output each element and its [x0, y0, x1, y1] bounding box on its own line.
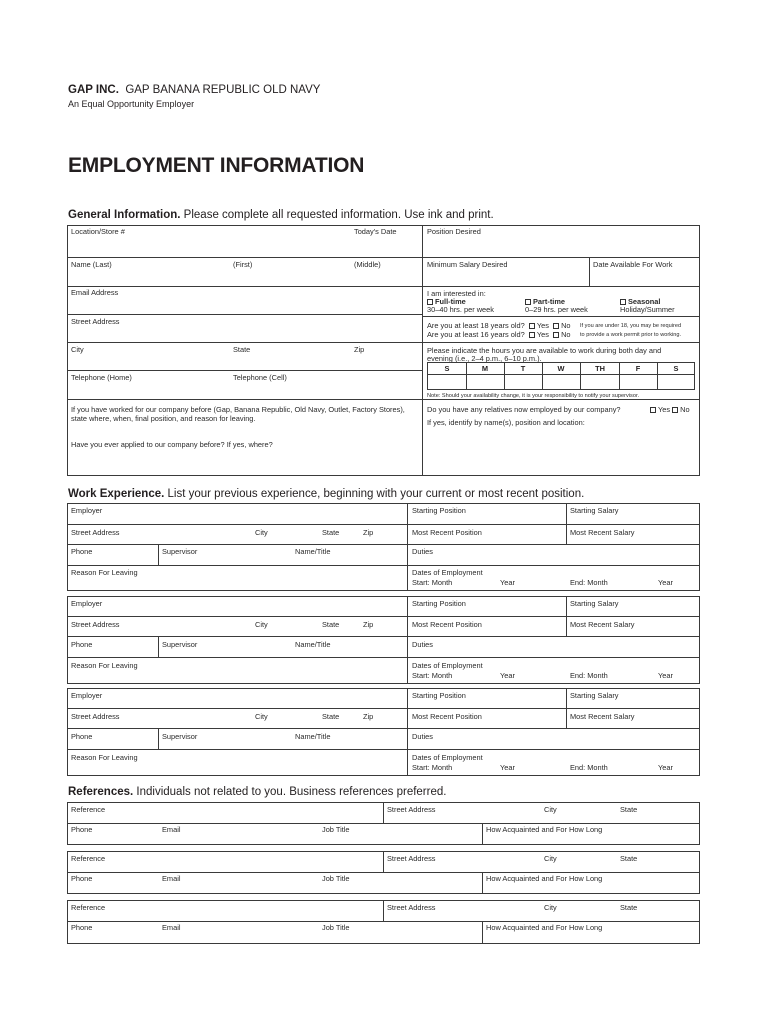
work-section-heading	[68, 488, 584, 500]
end-year-field[interactable]: Year	[658, 763, 673, 772]
row-line	[407, 565, 700, 566]
row-line	[422, 286, 700, 287]
phone-field[interactable]: Phone	[71, 923, 93, 932]
day-monday: M	[481, 364, 489, 373]
supervisor-field[interactable]: Supervisor	[162, 732, 198, 741]
acquainted-field[interactable]: How Acquainted and For How Long	[486, 825, 603, 834]
col-line	[566, 503, 567, 544]
checkbox-icon[interactable]	[650, 407, 656, 413]
city-field[interactable]: City	[544, 805, 557, 814]
checkbox-icon[interactable]	[529, 323, 535, 329]
name-first-field[interactable]: (First)	[233, 260, 253, 269]
reason-leaving-field[interactable]: Reason For Leaving	[71, 661, 138, 670]
street-address-field[interactable]: Street Address	[71, 317, 120, 326]
duties-field[interactable]: Duties	[412, 547, 433, 556]
phone-field[interactable]: Phone	[71, 732, 93, 741]
dates-employment-label: Dates of Employment	[412, 753, 483, 762]
references-section-heading	[68, 786, 446, 798]
recent-position-field[interactable]: Most Recent Position	[412, 528, 482, 537]
col-line	[482, 823, 483, 845]
starting-salary-field[interactable]: Starting Salary	[570, 691, 619, 700]
age-18-question: Are you at least 18 years old? Yes No	[427, 321, 571, 330]
start-year-field[interactable]: Year	[500, 763, 515, 772]
col-line	[383, 851, 384, 872]
worked-before-question: If you have worked for our company before (Gap, Banana Republic, Old Navy, Outlet, Factory Stores),	[71, 405, 405, 414]
general-divider	[422, 225, 423, 476]
row-line	[67, 616, 700, 617]
row-line	[422, 342, 700, 343]
day-sunday: S	[444, 364, 450, 373]
tagline: An Equal Opportunity Employer	[68, 99, 195, 109]
part-time-hours: 0–29 hrs. per week	[525, 305, 588, 314]
state-field[interactable]: State	[322, 620, 340, 629]
email-field[interactable]: Email	[162, 923, 181, 932]
street-address-field[interactable]: Street Address	[387, 854, 436, 863]
state-field[interactable]: State	[322, 528, 340, 537]
reason-leaving-field[interactable]: Reason For Leaving	[71, 568, 138, 577]
starting-position-field[interactable]: Starting Position	[412, 506, 466, 515]
street-address-field[interactable]: Street Address	[71, 528, 120, 537]
row-line	[67, 370, 423, 371]
state-field[interactable]: State	[322, 712, 340, 721]
zip-field[interactable]: Zip	[363, 712, 374, 721]
recent-position-field[interactable]: Most Recent Position	[412, 712, 482, 721]
min-salary-field[interactable]: Minimum Salary Desired	[427, 260, 508, 269]
street-address-field[interactable]: Street Address	[71, 712, 120, 721]
name-title-field[interactable]: Name/Title	[295, 547, 331, 556]
col-line	[482, 921, 483, 944]
row-line	[407, 749, 700, 750]
starting-salary-field[interactable]: Starting Salary	[570, 599, 619, 608]
general-section-heading	[68, 209, 494, 221]
relatives-question: Do you have any relatives now employed by our company?	[427, 405, 621, 414]
todays-date-field[interactable]: Today's Date	[354, 227, 397, 236]
starting-salary-field[interactable]: Starting Salary	[570, 506, 619, 515]
row-line	[67, 314, 423, 315]
worked-before-question-2: state where, when, final position, and reason for leaving.	[71, 414, 256, 423]
recent-salary-field[interactable]: Most Recent Salary	[570, 712, 635, 721]
email-field[interactable]: Email	[162, 825, 181, 834]
acquainted-field[interactable]: How Acquainted and For How Long	[486, 923, 603, 932]
interested-in-label: I am interested in:	[427, 289, 486, 298]
col-line	[383, 900, 384, 921]
phone-field[interactable]: Phone	[71, 874, 93, 883]
street-address-field[interactable]: Street Address	[71, 620, 120, 629]
col-line	[566, 596, 567, 636]
row-line	[407, 657, 700, 658]
col-line	[482, 872, 483, 894]
general-instruction: Please complete all requested information. Use ink and print.	[183, 209, 494, 221]
zip-field[interactable]: Zip	[354, 345, 365, 354]
end-year-field[interactable]: Year	[658, 671, 673, 680]
position-desired-field[interactable]: Position Desired	[427, 227, 481, 236]
full-time-hours: 30–40 hrs. per week	[427, 305, 494, 314]
col-line	[383, 802, 384, 823]
phone-field[interactable]: Phone	[71, 547, 93, 556]
references-instruction: Individuals not related to you. Business references preferred.	[136, 786, 447, 798]
row-line	[67, 636, 700, 637]
checkbox-icon[interactable]	[672, 407, 678, 413]
row-line	[67, 823, 700, 824]
col-line	[158, 636, 159, 657]
permit-note-2: to provide a work permit prior to working.	[580, 332, 682, 338]
end-month-field[interactable]: End: Month	[570, 578, 608, 587]
location-store-field[interactable]: Location/Store #	[71, 227, 125, 236]
job-title-field[interactable]: Job Title	[322, 874, 350, 883]
job-title-field[interactable]: Job Title	[322, 825, 350, 834]
col-line	[407, 503, 408, 591]
reason-leaving-field[interactable]: Reason For Leaving	[71, 753, 138, 762]
seasonal-option[interactable]: Seasonal	[620, 297, 660, 306]
name-middle-field[interactable]: (Middle)	[354, 260, 381, 269]
permit-note: If you are under 18, you may be required	[580, 323, 682, 329]
seasonal-sub: Holiday/Summer	[620, 305, 675, 314]
brand-names: GAP BANANA REPUBLIC OLD NAVY	[125, 84, 321, 96]
starting-position-field[interactable]: Starting Position	[412, 691, 466, 700]
start-month-field[interactable]: Start: Month	[412, 763, 453, 772]
telephone-cell-field[interactable]: Telephone (Cell)	[233, 373, 287, 382]
age-16-question: Are you at least 16 years old? Yes No	[427, 330, 571, 339]
zip-field[interactable]: Zip	[363, 620, 374, 629]
row-line	[67, 286, 423, 287]
row-line	[67, 708, 700, 709]
row-line	[67, 544, 700, 545]
work-heading: Work Experience.	[68, 488, 165, 500]
availability-note: Note: Should your availability change, it is your responsibility to notify your supervisor.	[427, 393, 640, 399]
city-field[interactable]: City	[255, 528, 268, 537]
col-line	[566, 688, 567, 728]
day-wednesday: W	[557, 364, 565, 373]
work-instruction: List your previous experience, beginning with your current or most recent position.	[167, 488, 585, 500]
reference-field[interactable]: Reference	[71, 903, 106, 912]
employer-field[interactable]: Employer	[71, 599, 103, 608]
end-month-field[interactable]: End: Month	[570, 671, 608, 680]
checkbox-icon[interactable]	[553, 332, 559, 338]
employer-field[interactable]: Employer	[71, 506, 103, 515]
supervisor-field[interactable]: Supervisor	[162, 547, 198, 556]
general-heading: General Information.	[68, 209, 181, 221]
brand-line	[68, 84, 320, 96]
day-friday: F	[635, 364, 641, 373]
state-field[interactable]: State	[620, 805, 638, 814]
row-line	[67, 524, 700, 525]
phone-field[interactable]: Phone	[71, 640, 93, 649]
row-line	[422, 257, 700, 258]
applied-before-question: Have you ever applied to our company before? If yes, where?	[71, 440, 273, 449]
start-month-field[interactable]: Start: Month	[412, 671, 453, 680]
city-field[interactable]: City	[544, 854, 557, 863]
row-line	[67, 257, 423, 258]
checkbox-icon[interactable]	[553, 323, 559, 329]
day-thursday: TH	[595, 364, 605, 373]
starting-position-field[interactable]: Starting Position	[412, 599, 466, 608]
col-line	[589, 257, 590, 286]
employer-field[interactable]: Employer	[71, 691, 103, 700]
hours-question-2: evening (i.e., 2–4 p.m., 6–10 p.m.).	[427, 354, 542, 363]
row-line	[67, 749, 407, 750]
recent-salary-field[interactable]: Most Recent Salary	[570, 620, 635, 629]
start-year-field[interactable]: Year	[500, 671, 515, 680]
start-year-field[interactable]: Year	[500, 578, 515, 587]
name-last-field[interactable]: Name (Last)	[71, 260, 112, 269]
day-saturday: S	[673, 364, 679, 373]
row-line	[67, 921, 700, 922]
row-line	[67, 565, 407, 566]
state-field[interactable]: State	[620, 903, 638, 912]
recent-position-field[interactable]: Most Recent Position	[412, 620, 482, 629]
duties-field[interactable]: Duties	[412, 640, 433, 649]
checkbox-icon[interactable]	[529, 332, 535, 338]
reference-field[interactable]: Reference	[71, 854, 106, 863]
state-field[interactable]: State	[233, 345, 251, 354]
relatives-identify: If yes, identify by name(s), position and location:	[427, 418, 585, 427]
dates-employment-label: Dates of Employment	[412, 568, 483, 577]
city-field[interactable]: City	[255, 620, 268, 629]
email-field[interactable]: Email	[162, 874, 181, 883]
end-month-field[interactable]: End: Month	[570, 763, 608, 772]
row-line	[427, 374, 695, 375]
supervisor-field[interactable]: Supervisor	[162, 640, 198, 649]
col-line	[158, 544, 159, 565]
street-address-field[interactable]: Street Address	[387, 903, 436, 912]
row-line	[67, 657, 407, 658]
name-title-field[interactable]: Name/Title	[295, 640, 331, 649]
zip-field[interactable]: Zip	[363, 528, 374, 537]
email-field[interactable]: Email Address	[71, 288, 119, 297]
acquainted-field[interactable]: How Acquainted and For How Long	[486, 874, 603, 883]
duties-field[interactable]: Duties	[412, 732, 433, 741]
start-month-field[interactable]: Start: Month	[412, 578, 453, 587]
street-address-field[interactable]: Street Address	[387, 805, 436, 814]
state-field[interactable]: State	[620, 854, 638, 863]
city-field[interactable]: City	[544, 903, 557, 912]
col-line	[407, 688, 408, 776]
name-title-field[interactable]: Name/Title	[295, 732, 331, 741]
row-line	[67, 342, 423, 343]
dates-employment-label: Dates of Employment	[412, 661, 483, 670]
company-name: GAP INC.	[68, 84, 119, 96]
references-heading: References.	[68, 786, 134, 798]
city-field[interactable]: City	[255, 712, 268, 721]
phone-field[interactable]: Phone	[71, 825, 93, 834]
hours-question: Please indicate the hours you are available to work during both day and	[427, 346, 662, 355]
part-time-option[interactable]: Part-time	[525, 297, 565, 306]
telephone-home-field[interactable]: Telephone (Home)	[71, 373, 132, 382]
job-title-field[interactable]: Job Title	[322, 923, 350, 932]
recent-salary-field[interactable]: Most Recent Salary	[570, 528, 635, 537]
row-line	[422, 316, 700, 317]
row-line	[67, 728, 700, 729]
reference-field[interactable]: Reference	[71, 805, 106, 814]
city-field[interactable]: City	[71, 345, 84, 354]
day-tuesday: T	[520, 364, 526, 373]
relatives-yes-no[interactable]: Yes No	[650, 405, 690, 414]
full-time-option[interactable]: Full-time	[427, 297, 466, 306]
col-line	[158, 728, 159, 749]
date-available-field[interactable]: Date Available For Work	[593, 260, 673, 269]
col-line	[407, 596, 408, 684]
end-year-field[interactable]: Year	[658, 578, 673, 587]
page-title: EMPLOYMENT INFORMATION	[68, 154, 365, 177]
row-line	[67, 872, 700, 873]
